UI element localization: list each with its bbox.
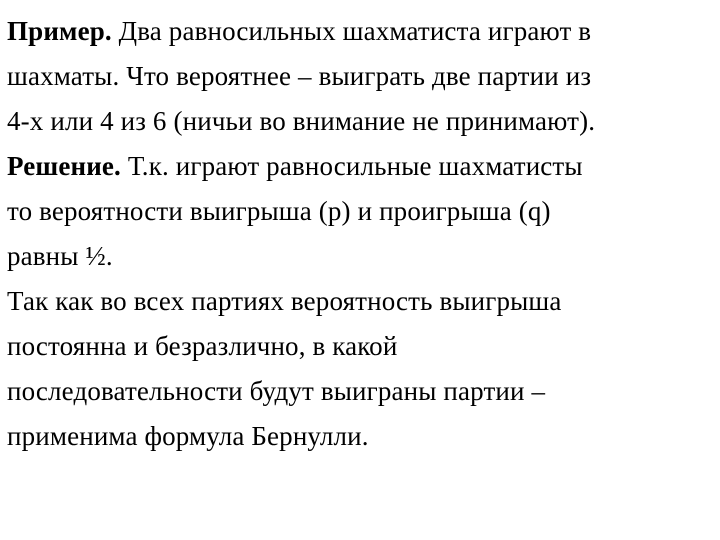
solution-line-5: постоянна и безразлично, в какой xyxy=(7,331,398,361)
solution-line-7: применима формула Бернулли. xyxy=(7,421,369,451)
slide-text xyxy=(7,9,713,459)
solution-line-6: последовательности будут выиграны партии – xyxy=(7,376,546,406)
solution-line-1 xyxy=(7,144,713,189)
example-line-3: 4-х или 4 из 6 (ничьи во внимание не принимают). xyxy=(7,106,596,136)
example-line-2: шахматы. Что вероятнее – выиграть две партии из xyxy=(7,61,592,91)
solution-line-3: равны ½. xyxy=(7,241,113,271)
solution-line-2: то вероятности выигрыша (р) и проигрыша (q) xyxy=(7,196,551,226)
example-label: Пример. xyxy=(7,16,112,46)
solution-text-1: Т.к. играют равносильные шахматисты xyxy=(120,151,583,181)
solution-label: Решение. xyxy=(7,151,121,181)
solution-line-4: Так как во всех партиях вероятность выигрыша xyxy=(7,286,562,316)
example-text-1: Два равносильных шахматиста играют в xyxy=(111,16,592,46)
example-line-1 xyxy=(7,9,713,54)
